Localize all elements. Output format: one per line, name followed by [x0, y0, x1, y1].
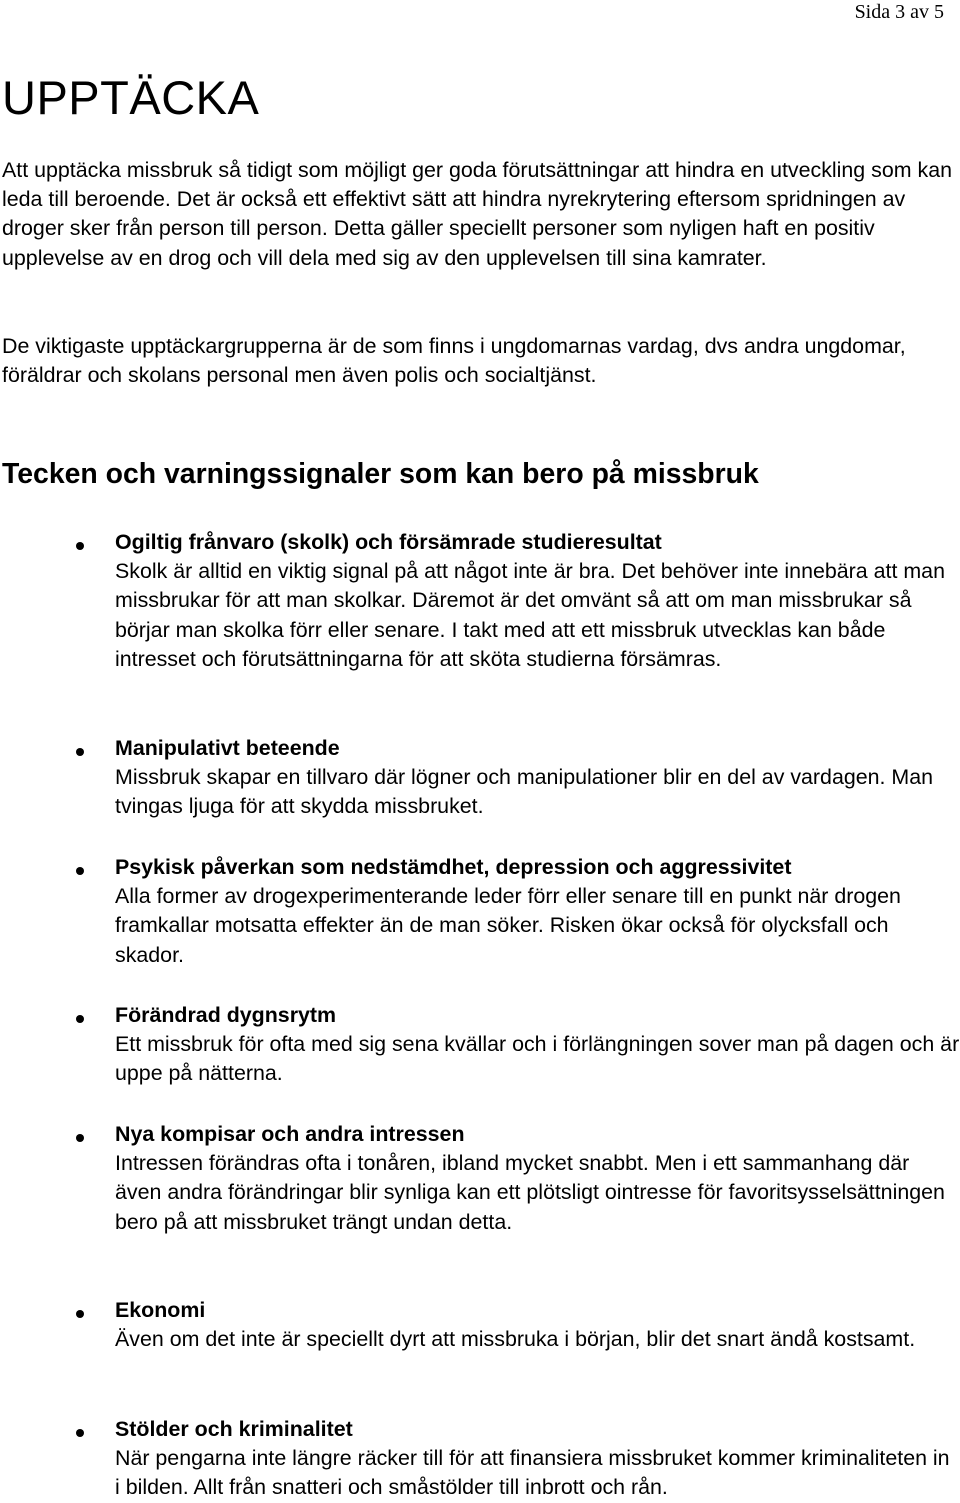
- list-item-body: Alla former av drogexperimenterande leder förr eller senare till en punkt när drogen framkallar motsatta effekter än de man söker. Risken ökar också för olycksfall och skador.: [115, 884, 901, 967]
- bullet-icon: [76, 1310, 84, 1318]
- list-item-title: Förändrad dygnsrytm: [115, 1003, 337, 1027]
- list-item-body: Skolk är alltid en viktig signal på att något inte är bra. Det behöver inte innebära att man missbrukar för att man skolkar. Däremot är det omvänt så att om man missbrukar så börjar man skolka förr eller senare. I takt med att ett missbruk utvecklas kan både intresset och förutsättningarna för att sköta studierna försämras.: [115, 559, 945, 671]
- bullet-icon: [76, 542, 84, 550]
- page-title: UPPTÄCKA: [2, 71, 260, 124]
- page-number: Sida 3 av 5: [854, 1, 944, 23]
- list-item-title: Manipulativt beteende: [115, 736, 340, 760]
- list-item-title: Ogiltig frånvaro (skolk) och försämrade studieresultat: [115, 530, 662, 554]
- list-item-body: Ett missbruk för ofta med sig sena kvällar och i förlängningen sover man på dagen och är uppe på nätterna.: [115, 1032, 960, 1086]
- list-item-title: Stölder och kriminalitet: [115, 1417, 353, 1441]
- detection-groups-paragraph: De viktigaste upptäckargrupperna är de som finns i ungdomarnas vardag, dvs andra ungdomar, föräldrar och skolans personal men även polis och socialtjänst.: [2, 334, 906, 388]
- list-item-body: Även om det inte är speciellt dyrt att missbruka i början, blir det snart ändå kostsamt.: [115, 1327, 916, 1352]
- bullet-icon: [76, 1134, 84, 1142]
- intro-paragraph: Att upptäcka missbruk så tidigt som möjligt ger goda förutsättningar att hindra en utveckling som kan leda till beroende. Det är också ett effektivt sätt att hindra nyrekrytering eftersom spridningen av droger sker från person till person. Detta gäller speciellt personer som nyligen haft en positiv upplevelse av en drog och vill dela med sig av den upplevelsen till sina kamrater.: [2, 158, 952, 270]
- section-heading: Tecken och varningssignaler som kan bero på missbruk: [2, 458, 759, 490]
- list-item-title: Psykisk påverkan som nedstämdhet, depression och aggressivitet: [115, 855, 792, 879]
- bullet-icon: [76, 748, 84, 756]
- list-item-title: Ekonomi: [115, 1298, 206, 1322]
- bullet-icon: [76, 867, 84, 875]
- list-item-body: Intressen förändras ofta i tonåren, ibland mycket snabbt. Men i ett sammanhang där även andra förändringar blir synliga kan ett plötsligt ointresse för favoritsysselsättningen bero på att missbruket trängt undan detta.: [115, 1151, 945, 1234]
- list-item-body: Missbruk skapar en tillvaro där lögner och manipulationer blir en del av vardagen. Man tvingas ljuga för att skydda missbruket.: [115, 765, 934, 819]
- bullet-icon: [76, 1429, 84, 1437]
- list-item-body: När pengarna inte längre räcker till för att finansiera missbruket kommer kriminaliteten in i bilden. Allt från snatteri och småstölder till inbrott och rån.: [115, 1446, 950, 1500]
- bullet-icon: [76, 1015, 84, 1023]
- list-item-title: Nya kompisar och andra intressen: [115, 1122, 465, 1146]
